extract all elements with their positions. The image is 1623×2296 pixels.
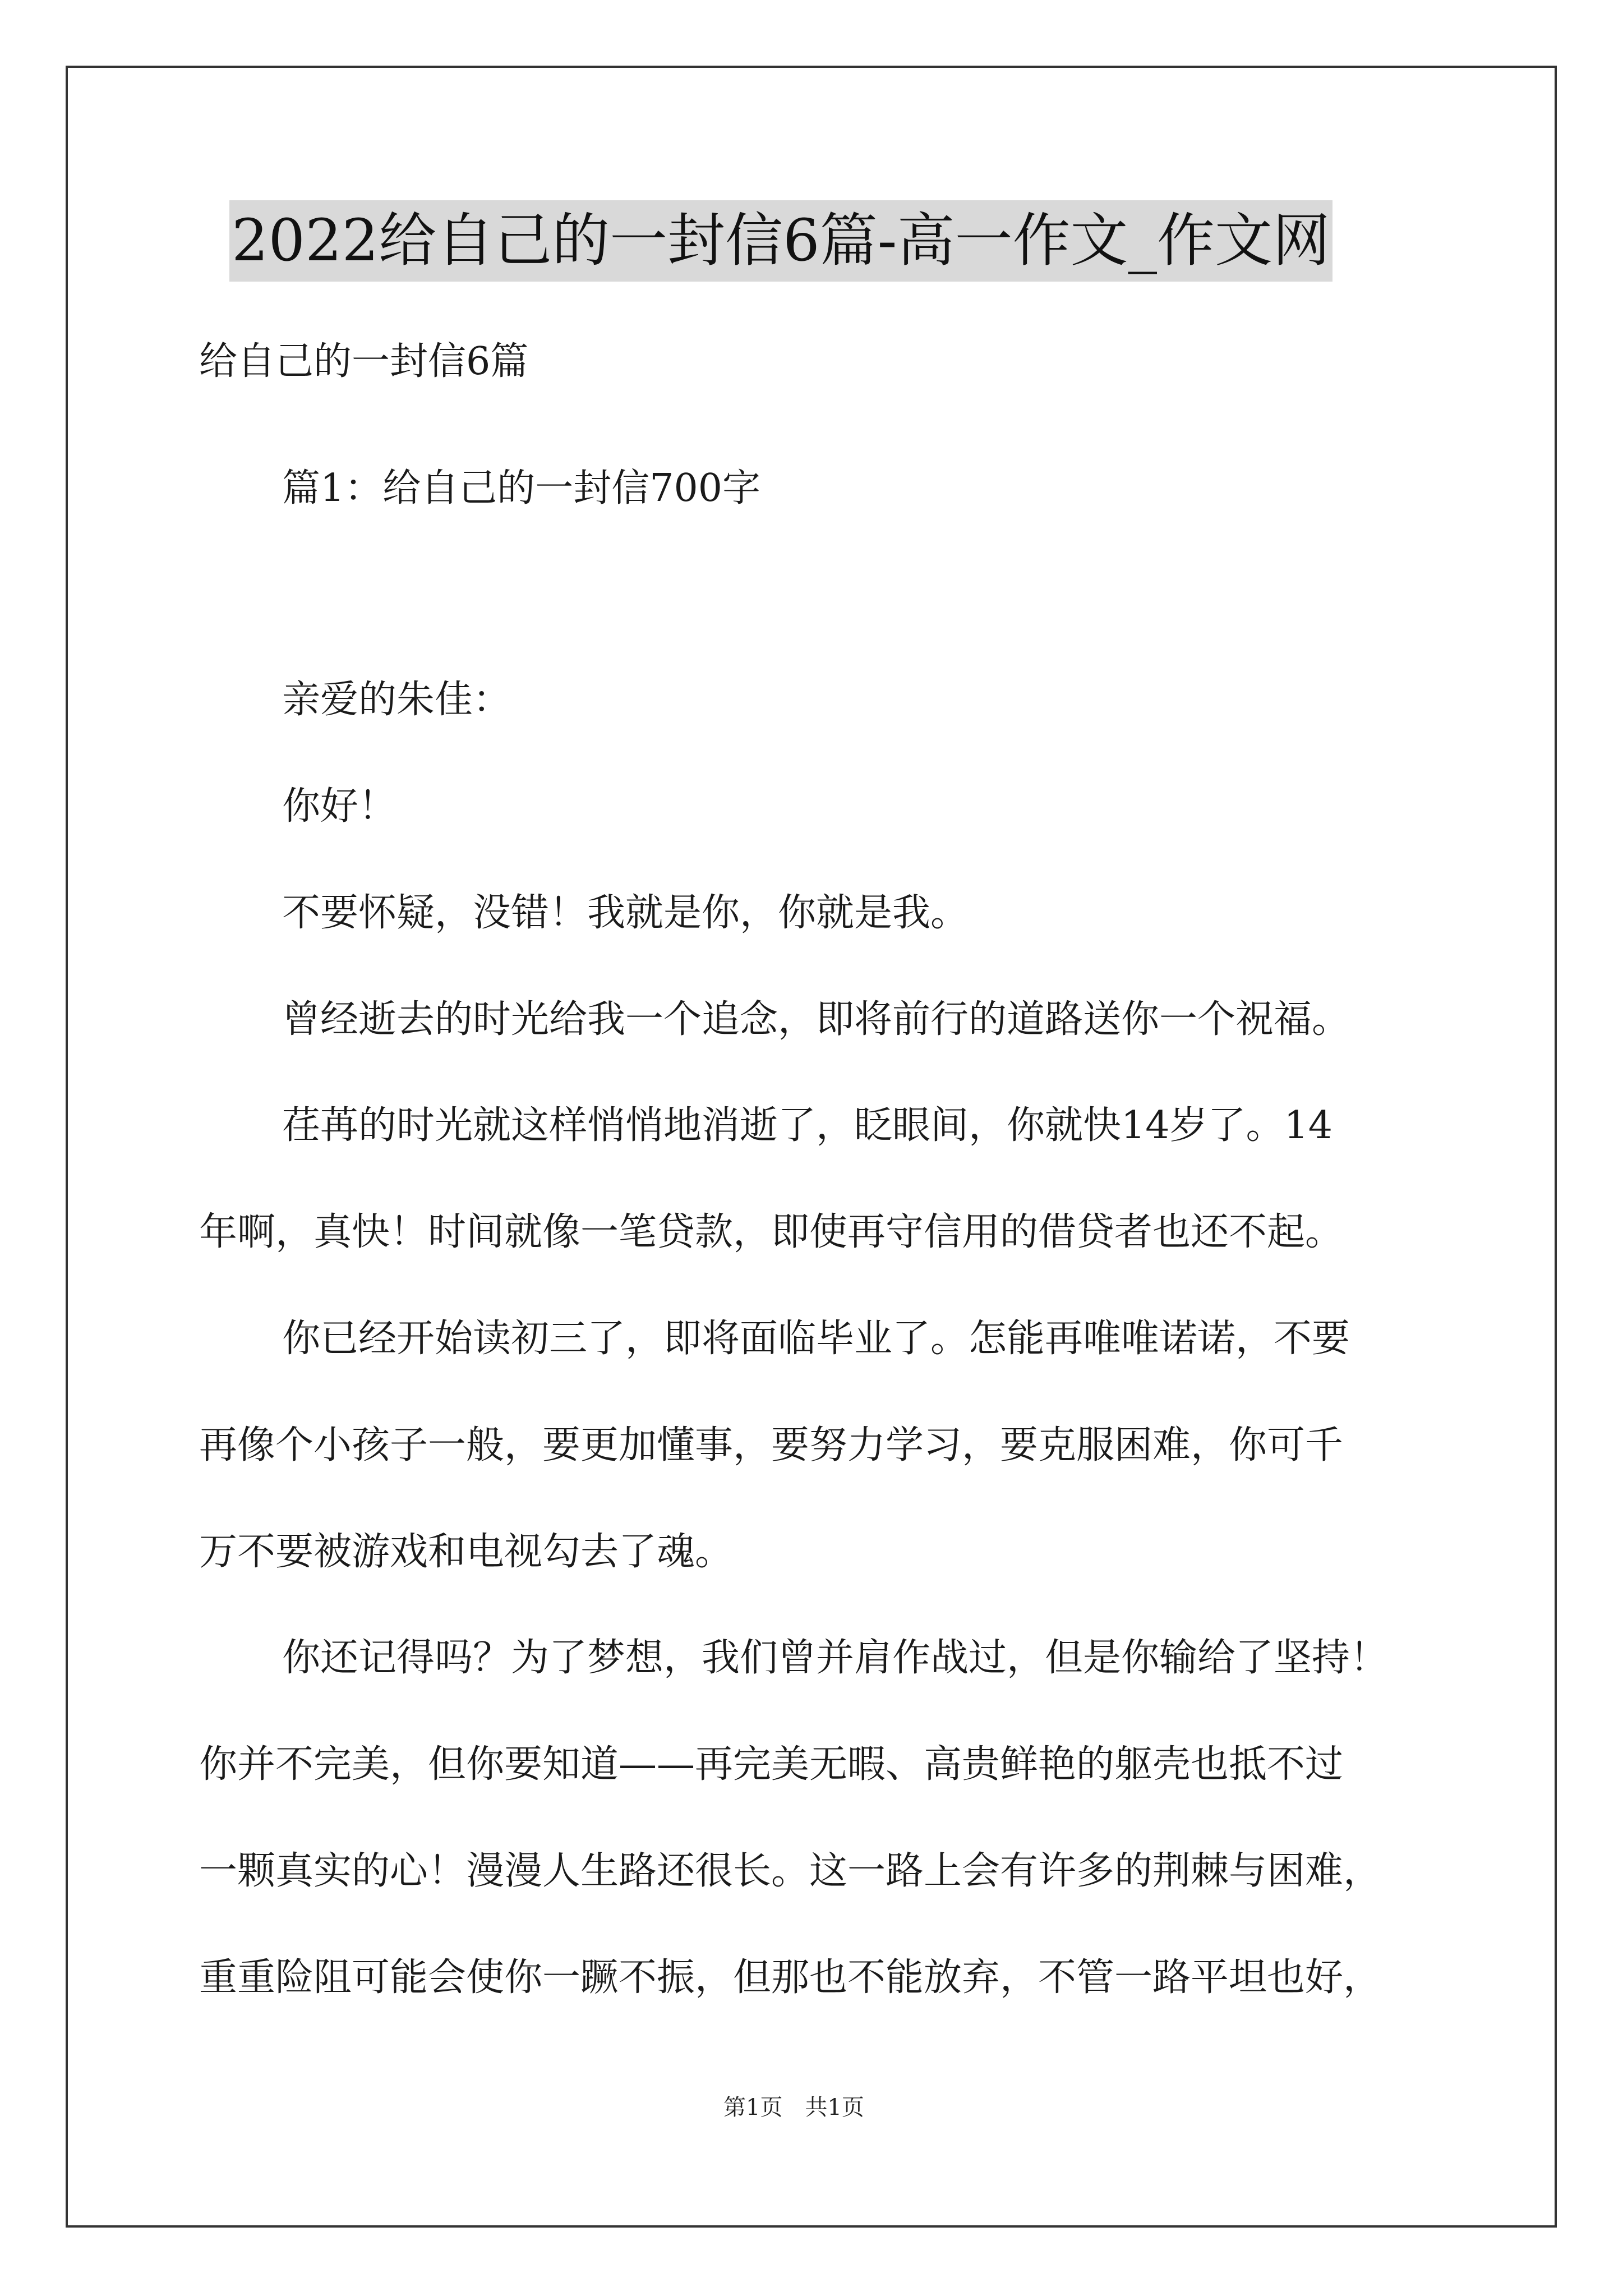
paragraph-line: 你已经开始读初三了，即将面临毕业了。怎能再唯唯诺诺，不要 [282,1317,1350,1361]
section-heading: 篇1：给自己的一封信700字 [282,466,761,510]
paragraph-line: 荏苒的时光就这样悄悄地消逝了，眨眼间，你就快14岁了。14 [282,1103,1333,1148]
paragraph-line: 你并不完美，但你要知道——再完美无暇、高贵鲜艳的躯壳也抵不过 [199,1742,1344,1787]
letter-greeting: 你好！ [282,784,397,829]
page-number-footer: 第1页 共1页 [723,2095,864,2120]
paragraph-line: 万不要被游戏和电视勾去了魂。 [199,1530,734,1574]
paragraph-line: 曾经逝去的时光给我一个追念，即将前行的道路送你一个祝福。 [282,997,1350,1042]
paragraph-line: 再像个小孩子一般，要更加懂事，要努力学习，要克服困难，你可千 [199,1423,1344,1467]
page-title: 2022给自己的一封信6篇-高一作文_作文网 [229,200,1332,282]
document-subtitle: 给自己的一封信6篇 [199,339,529,384]
paragraph-line: 一颗真实的心！漫漫人生路还很长。这一路上会有许多的荆棘与困难， [199,1849,1382,1893]
letter-salutation: 亲爱的朱佳： [282,678,511,722]
paragraph-line: 年啊，真快！时间就像一笔贷款，即使再守信用的借贷者也还不起。 [199,1210,1344,1254]
paragraph-line: 不要怀疑，没错！我就是你，你就是我。 [282,891,969,935]
paragraph-line: 你还记得吗？为了梦想，我们曾并肩作战过，但是你输给了坚持！ [282,1636,1389,1680]
paragraph-line: 重重险阻可能会使你一蹶不振，但那也不能放弃，不管一路平坦也好， [199,1955,1382,2000]
